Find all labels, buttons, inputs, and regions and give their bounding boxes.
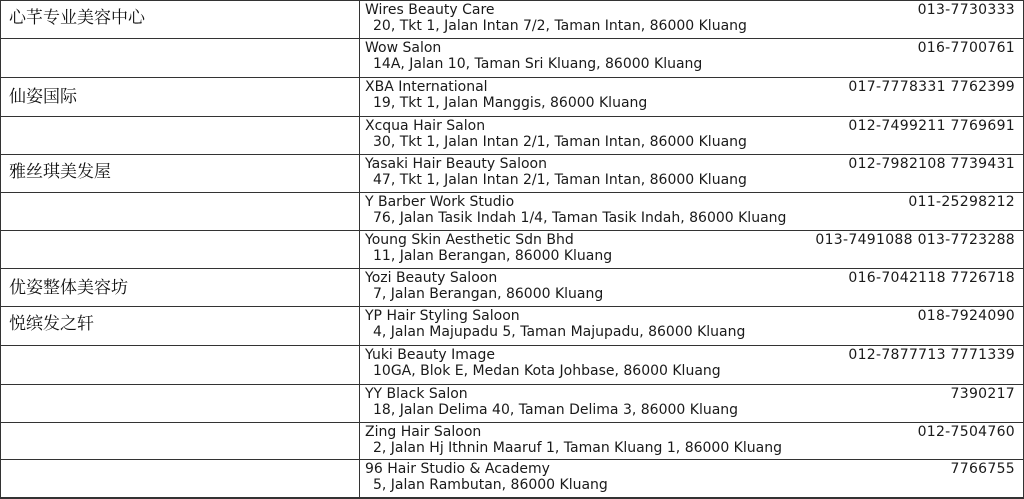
business-name: Y Barber Work Studio — [365, 194, 515, 210]
phone-number: 012-7982108 7739431 — [848, 156, 1015, 172]
business-address: 19, Tkt 1, Jalan Manggis, 86000 Kluang — [373, 95, 648, 111]
row-divider — [0, 268, 1024, 269]
business-address: 5, Jalan Rambutan, 86000 Kluang — [373, 477, 608, 493]
chinese-name: 悦缤发之轩 — [9, 314, 94, 334]
chinese-name: 心芊专业美容中心 — [9, 8, 145, 28]
listing-row — [0, 230, 1024, 268]
business-address: 47, Tkt 1, Jalan Intan 2/1, Taman Intan, 86000 Kluang — [373, 172, 747, 188]
chinese-name: 仙姿国际 — [9, 87, 77, 107]
business-name: Yasaki Hair Beauty Saloon — [365, 156, 547, 172]
business-address: 10GA, Blok E, Medan Kota Johbase, 86000 Kluang — [373, 363, 721, 379]
listing-row — [0, 0, 1024, 38]
phone-number: 012-7877713 7771339 — [848, 347, 1015, 363]
business-address: 2, Jalan Hj Ithnin Maaruf 1, Taman Kluang 1, 86000 Kluang — [373, 440, 782, 456]
chinese-name: 雅丝琪美发屋 — [9, 162, 111, 182]
phone-number: 012-7499211 7769691 — [848, 118, 1015, 134]
phone-number: 013-7491088 013-7723288 — [815, 232, 1015, 248]
listing-row — [0, 345, 1024, 384]
phone-number: 7766755 — [950, 461, 1015, 477]
business-address: 14A, Jalan 10, Taman Sri Kluang, 86000 Kluang — [373, 56, 703, 72]
row-divider — [0, 384, 1024, 385]
business-address: 18, Jalan Delima 40, Taman Delima 3, 86000 Kluang — [373, 402, 739, 418]
chinese-name: 优姿整体美容坊 — [9, 278, 128, 298]
row-divider — [0, 459, 1024, 460]
phone-number: 017-7778331 7762399 — [848, 79, 1015, 95]
business-address: 20, Tkt 1, Jalan Intan 7/2, Taman Intan, 86000 Kluang — [373, 18, 747, 34]
listing-row — [0, 154, 1024, 192]
phone-number: 012-7504760 — [917, 424, 1015, 440]
row-divider — [0, 154, 1024, 155]
business-name: Xcqua Hair Salon — [365, 118, 486, 134]
business-address: 76, Jalan Tasik Indah 1/4, Taman Tasik Indah, 86000 Kluang — [373, 210, 787, 226]
phone-number: 016-7700761 — [917, 40, 1015, 56]
business-name: Yuki Beauty Image — [365, 347, 496, 363]
phone-number: 013-7730333 — [917, 2, 1015, 18]
listing-row — [0, 306, 1024, 345]
business-address: 30, Tkt 1, Jalan Intan 2/1, Taman Intan, 86000 Kluang — [373, 134, 747, 150]
listing-row — [0, 268, 1024, 306]
row-divider — [0, 38, 1024, 39]
listing-row — [0, 384, 1024, 422]
listing-row — [0, 38, 1024, 77]
row-divider — [0, 192, 1024, 193]
listing-row — [0, 422, 1024, 459]
phone-number: 011-25298212 — [908, 194, 1015, 210]
row-divider — [0, 77, 1024, 78]
phone-number: 016-7042118 7726718 — [848, 270, 1015, 286]
business-name: XBA International — [365, 79, 488, 95]
row-divider — [0, 116, 1024, 117]
business-address: 11, Jalan Berangan, 86000 Kluang — [373, 248, 613, 264]
row-divider — [0, 422, 1024, 423]
row-divider — [0, 345, 1024, 346]
business-name: 96 Hair Studio & Academy — [365, 461, 550, 477]
phone-number: 018-7924090 — [917, 308, 1015, 324]
business-name: YP Hair Styling Saloon — [365, 308, 520, 324]
business-name: Wow Salon — [365, 40, 442, 56]
listing-row — [0, 116, 1024, 154]
business-name: Wires Beauty Care — [365, 2, 495, 18]
business-address: 7, Jalan Berangan, 86000 Kluang — [373, 286, 604, 302]
listing-row — [0, 459, 1024, 497]
phone-number: 7390217 — [950, 386, 1015, 402]
business-name: Zing Hair Saloon — [365, 424, 482, 440]
business-address: 4, Jalan Majupadu 5, Taman Majupadu, 86000 Kluang — [373, 324, 746, 340]
row-divider — [0, 230, 1024, 231]
listing-row — [0, 192, 1024, 230]
row-divider — [0, 306, 1024, 307]
business-name: Yozi Beauty Saloon — [365, 270, 498, 286]
business-name: YY Black Salon — [365, 386, 468, 402]
listing-row — [0, 77, 1024, 116]
business-name: Young Skin Aesthetic Sdn Bhd — [365, 232, 574, 248]
